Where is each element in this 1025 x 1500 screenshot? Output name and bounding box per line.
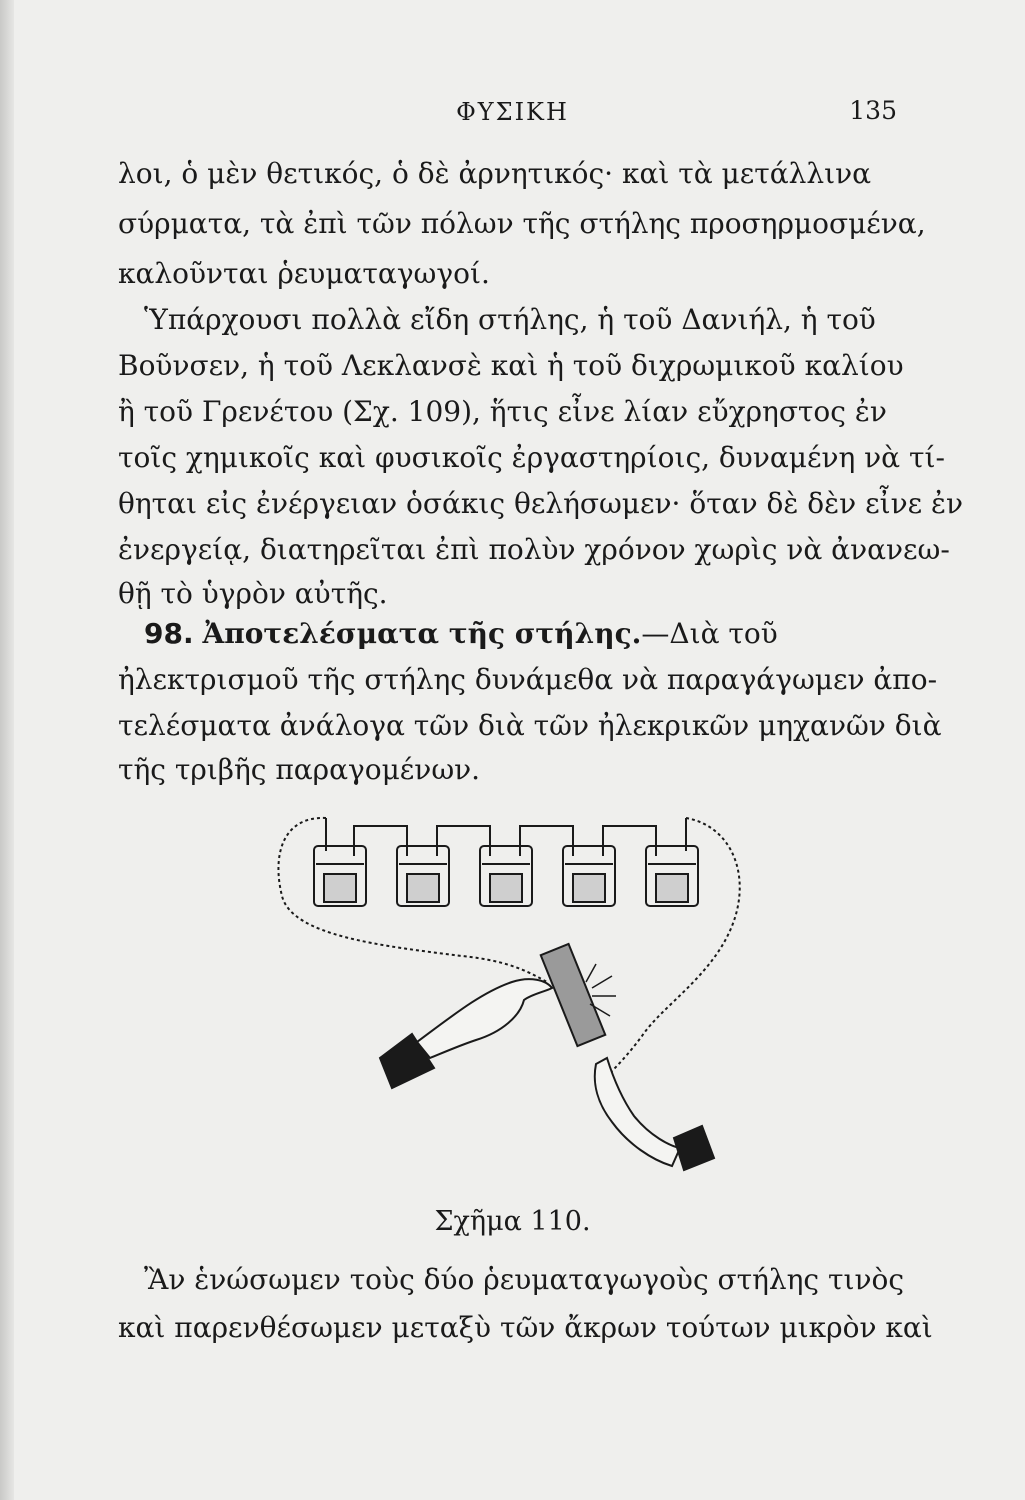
page-number: 135: [849, 96, 897, 125]
para2-line3: ἢ τοῦ Γρενέτου (Σχ. 109), ἥτις εἶνε λίαν εὔχρηστος ἐν: [118, 395, 887, 428]
section-98-line3: τελέσματα ἀνάλογα τῶν διὰ τῶν ἠλεκρικῶν μηχανῶν διὰ: [118, 709, 942, 742]
cell-5: [646, 846, 698, 906]
right-wire: [607, 818, 740, 1076]
cell-3: [480, 846, 532, 906]
para3-line2: καὶ παρενθέσωμεν μεταξὺ τῶν ἄκρων τούτων μικρὸν καὶ: [118, 1311, 933, 1344]
para2-line6: ἐνεργείᾳ, διατηρεῖται ἐπὶ πολὺν χρόνον χωρὶς νὰ ἀνανεω-: [118, 533, 950, 566]
para2-line7: θῇ τὸ ὑγρὸν αὐτῆς.: [118, 577, 388, 610]
para1-line1: λοι, ὁ μὲν θετικός, ὁ δὲ ἀρνητικός· καὶ τὰ μετάλλινα: [118, 157, 872, 190]
section-98-heading-line: [144, 617, 908, 650]
cell-1: [314, 846, 366, 906]
section-98-line2: ἠλεκτρισμοῦ τῆς στήλης δυνάμεθα νὰ παραγάγωμεν ἀπο-: [118, 663, 938, 696]
figure-caption: Σχῆμα 110.: [434, 1206, 591, 1237]
page-edge-shadow: [0, 0, 14, 1500]
para2-line1: Ὑπάρχουσι πολλὰ εἴδη στήλης, ἡ τοῦ Δανιήλ, ἡ τοῦ: [144, 303, 876, 336]
battery-illustration: [262, 796, 762, 1176]
para2-line5: θηται εἰς ἐνέργειαν ὁσάκις θελήσωμεν· ὅταν δὲ δὲν εἶνε ἐν: [118, 487, 964, 520]
para1-line3: καλοῦνται ῥευματαγωγοί.: [118, 257, 490, 290]
connector-4-5: [603, 826, 656, 856]
para1-line2: σύρματα, τὰ ἐπὶ τῶν πόλων τῆς στήλης προσηρμοσμένα,: [118, 207, 926, 240]
left-hand: [380, 979, 552, 1088]
right-hand: [595, 1058, 714, 1170]
para2-line2: Βοῦνσεν, ἡ τοῦ Λεκλανσὲ καὶ ἡ τοῦ διχρωμικοῦ καλίου: [118, 349, 904, 382]
section-98-line1-rest: —Διὰ τοῦ: [641, 617, 778, 650]
cell-2: [397, 846, 449, 906]
para3-line1: Ἂν ἑνώσωμεν τοὺς δύο ῥευματαγωγοὺς στήλης τινὸς: [144, 1263, 905, 1296]
section-title: Ἀποτελέσματα τῆς στήλης.: [202, 617, 642, 650]
section-98-line4: τῆς τριβῆς παραγομένων.: [118, 753, 481, 786]
section-number: 98.: [144, 617, 194, 650]
para2-line4: τοῖς χημικοῖς καὶ φυσικοῖς ἐργαστηρίοις, δυναμένη νὰ τί-: [118, 441, 945, 474]
electrode-strip: [541, 944, 606, 1046]
connector-2-3: [437, 826, 490, 856]
connector-1-2: [354, 826, 407, 856]
cell-4: [563, 846, 615, 906]
running-title: ΦΥΣΙΚΗ: [456, 98, 569, 126]
connector-3-4: [520, 826, 573, 856]
